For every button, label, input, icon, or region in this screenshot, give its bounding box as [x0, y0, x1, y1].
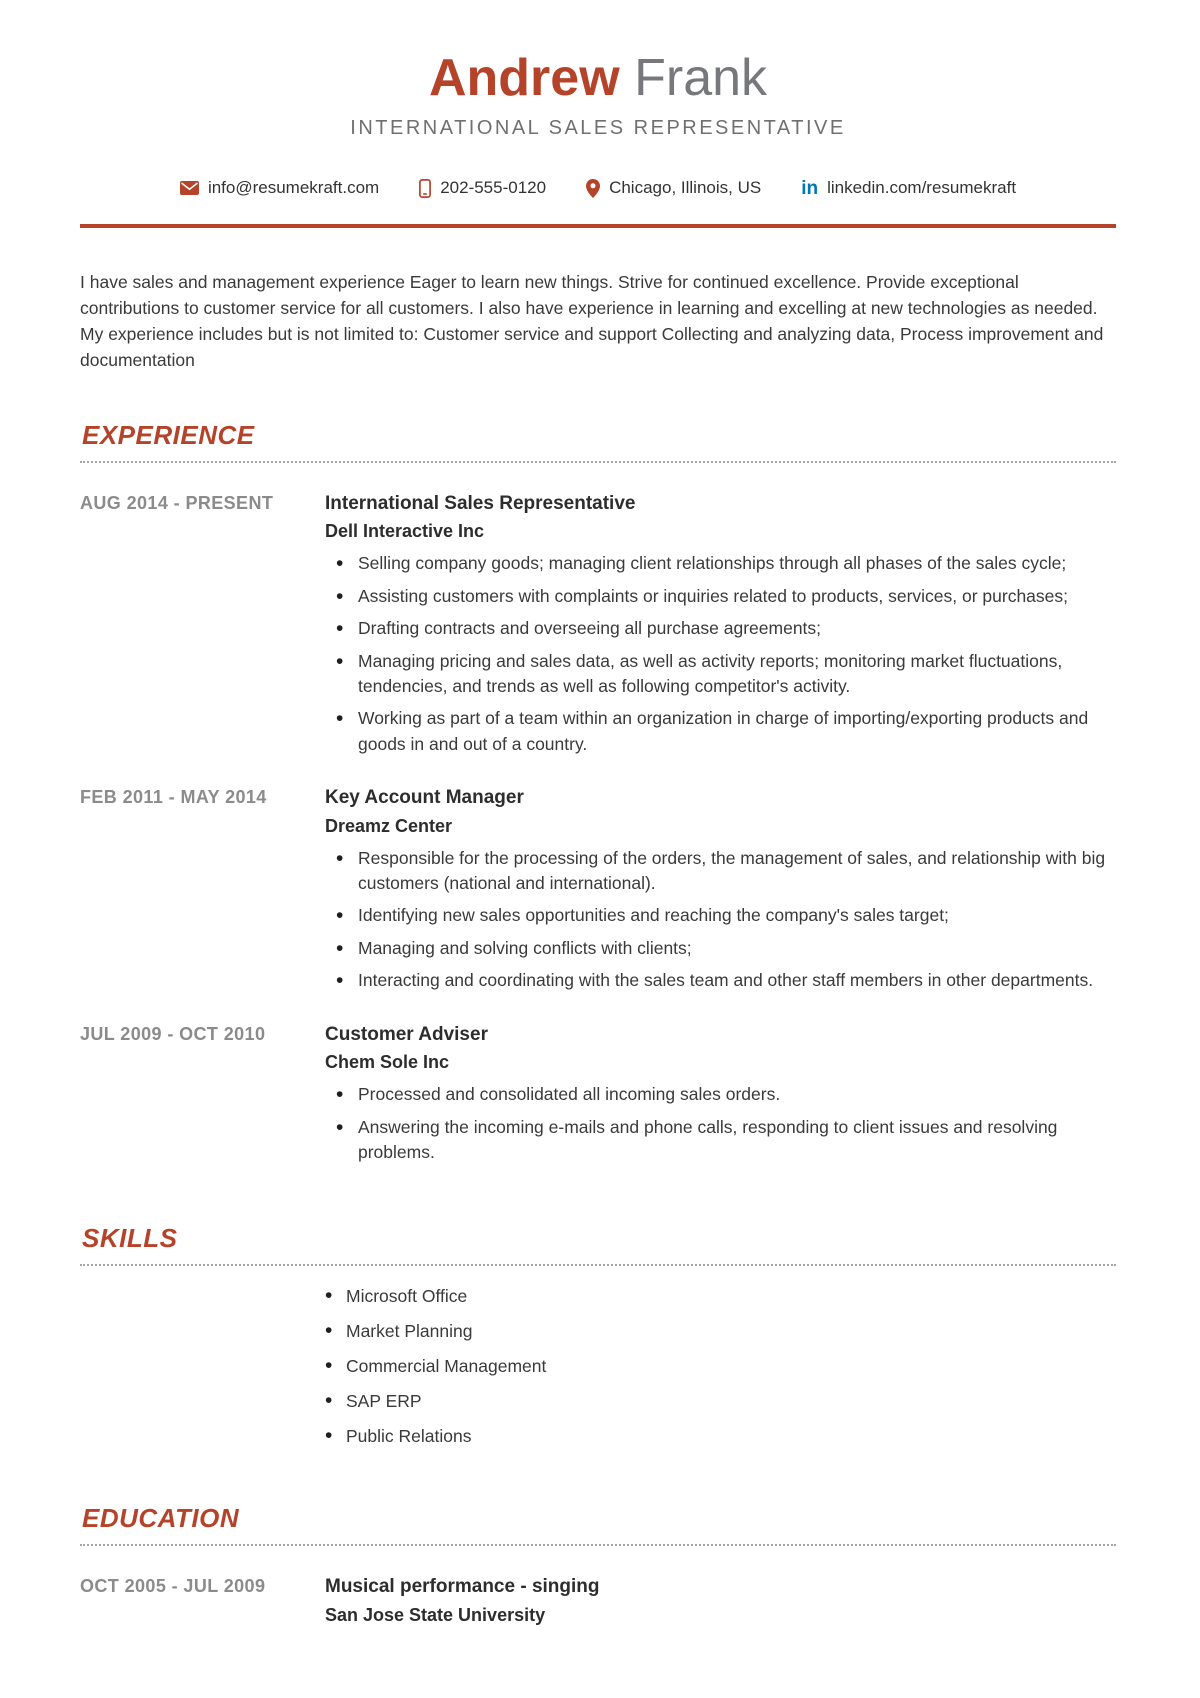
education-heading: EDUCATION [82, 1503, 240, 1534]
job-bullets [325, 1082, 1116, 1165]
bullet-item: • Assisting customers with complaints or inquiries related to products, services, or purchases; [325, 584, 1116, 609]
bullet-item: • Processed and consolidated all incoming sales orders. [325, 1082, 1116, 1107]
job-dates: AUG 2014 - PRESENT [80, 492, 274, 513]
skill-item: • Microsoft Office [325, 1286, 1116, 1307]
education-dates: OCT 2005 - JUL 2009 [80, 1576, 266, 1597]
experience-heading-rule [80, 461, 1116, 463]
last-name: Frank [634, 49, 768, 107]
contact-email [180, 178, 379, 198]
section-experience [80, 420, 1116, 1166]
bullet-item: • Selling company goods; managing client relationships through all phases of the sales cycle; [325, 551, 1116, 576]
bullet-item: • Identifying new sales opportunities and reaching the company's sales target; [325, 903, 1116, 928]
bullet-item: • Drafting contracts and overseeing all purchase agreements; [325, 616, 1116, 641]
job-dates: JUL 2009 - OCT 2010 [80, 1023, 266, 1044]
contact-phone [419, 178, 546, 198]
job-dates: FEB 2011 - MAY 2014 [80, 787, 267, 808]
section-skills [80, 1223, 1116, 1447]
bullet-item: • Answering the incoming e-mails and phone calls, responding to client issues and resolving problems. [325, 1115, 1116, 1166]
skill-item: • Market Planning [325, 1321, 1116, 1342]
candidate-name [80, 50, 1116, 107]
job-details [325, 785, 1116, 994]
skills-list [325, 1286, 1116, 1447]
job-entry [80, 1022, 1116, 1166]
skills-heading: SKILLS [82, 1223, 178, 1254]
contact-linkedin [801, 178, 1016, 198]
contact-location-text: Chicago, Illinois, US [609, 178, 762, 198]
contact-bar [80, 178, 1116, 198]
section-education [80, 1503, 1116, 1626]
job-bullets [325, 551, 1116, 757]
header-divider [80, 224, 1116, 228]
bullet-item: • Working as part of a team within an organization in charge of importing/exporting products and goods in and out of a country. [325, 706, 1116, 757]
linkedin-icon: in [801, 177, 819, 199]
header [80, 50, 1116, 228]
job-company: Chem Sole Inc [325, 1052, 450, 1073]
bullet-item: • Responsible for the processing of the orders, the management of sales, and relationship with big customers (national and international). [325, 846, 1116, 897]
contact-location [586, 178, 761, 198]
contact-phone-text: 202-555-0120 [440, 178, 547, 198]
skills-heading-rule [80, 1264, 1116, 1266]
phone-icon [419, 179, 431, 198]
job-title: Customer Adviser [325, 1023, 488, 1045]
job-details [325, 1022, 1116, 1166]
email-icon [180, 181, 199, 195]
bullet-item: • Interacting and coordinating with the sales team and other staff members in other departments. [325, 968, 1116, 993]
job-entry [80, 785, 1116, 994]
education-degree: Musical performance - singing [325, 1576, 600, 1598]
education-entry [80, 1574, 1116, 1626]
skill-item: • Public Relations [325, 1426, 1116, 1447]
job-details [325, 491, 1116, 757]
job-title: International Sales Representative [325, 492, 636, 514]
skill-item: • SAP ERP [325, 1391, 1116, 1412]
job-company: Dell Interactive Inc [325, 521, 485, 542]
job-bullets [325, 846, 1116, 994]
bullet-item: • Managing and solving conflicts with clients; [325, 936, 1116, 961]
education-heading-rule [80, 1544, 1116, 1546]
contact-linkedin-text: linkedin.com/resumekraft [827, 178, 1017, 198]
job-entry [80, 491, 1116, 757]
first-name: Andrew [428, 49, 620, 107]
job-company: Dreamz Center [325, 815, 453, 836]
bullet-item: • Managing pricing and sales data, as well as activity reports; monitoring market fluctuations, tendencies, and trends as well as following competitor's activity. [325, 649, 1116, 700]
contact-email-text: info@resumekraft.com [207, 178, 380, 198]
experience-heading: EXPERIENCE [82, 419, 255, 450]
location-icon [586, 179, 600, 198]
candidate-job-title: INTERNATIONAL SALES REPRESENTATIVE [350, 117, 846, 140]
education-school: San Jose State University [325, 1604, 546, 1625]
skill-item: • Commercial Management [325, 1356, 1116, 1377]
summary-paragraph: I have sales and management experience Eager to learn new things. Strive for continued excellence. Provide exceptional contributions to customer service for all customers. I also have experience in learning and excelling at new technologies as needed. My experience includes but is not limited to: Customer service and support Collecting and analyzing data, Process improvement and documentation [80, 272, 1104, 370]
education-details [325, 1574, 1116, 1626]
job-title: Key Account Manager [325, 787, 524, 809]
